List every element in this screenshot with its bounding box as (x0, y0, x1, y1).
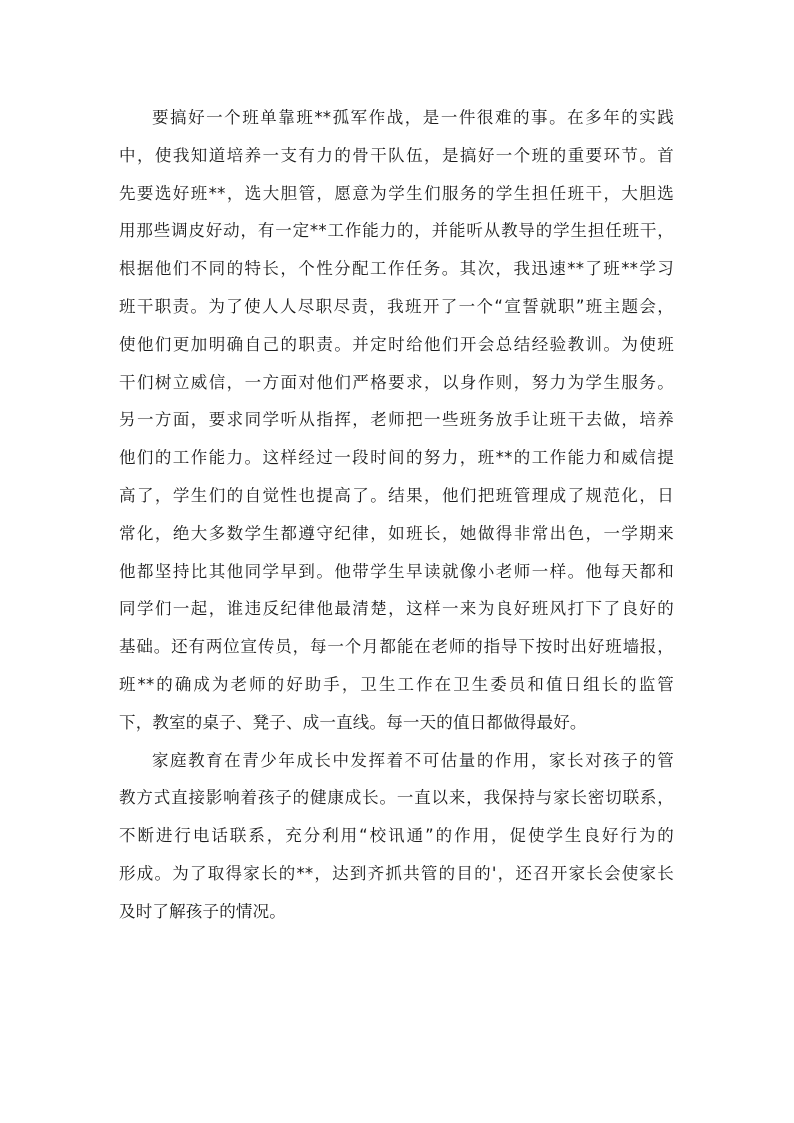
text-line: 基础。还有两位宣传员，每一个月都能在老师的指导下按时出好班墙报， (119, 637, 674, 657)
text-line: 高了，学生们的自觉性也提高了。结果，他们把班管理成了规范化，日 (119, 485, 674, 505)
text-line: 同学们一起，谁违反纪律他最清楚，这样一来为良好班风打下了良好的 (119, 599, 674, 619)
text-line: 先要选好班**，选大胆管，愿意为学生们服务的学生担任班干，大胆选 (119, 183, 674, 203)
paragraph-class-cadre (119, 99, 674, 742)
text-line: 用那些调皮好动，有一定**工作能力的，并能听从教导的学生担任班干， (119, 221, 674, 241)
text-line: 班干职责。为了使人人尽职尽责，我班开了一个“宣誓就职”班主题会， (119, 296, 674, 316)
text-line: 使他们更加明确自己的职责。并定时给他们开会总结经验教训。为使班 (119, 334, 674, 354)
text-line: 另一方面，要求同学听从指挥，老师把一些班务放手让班干去做，培养 (119, 410, 674, 430)
text-line: 根据他们不同的特长，个性分配工作任务。其次，我迅速**了班**学习 (119, 259, 674, 279)
text-line: 不断进行电话联系，充分利用“校讯通”的作用，促使学生良好行为的 (119, 826, 674, 846)
text-line: 他都坚持比其他同学早到。他带学生早读就像小老师一样。他每天都和 (119, 561, 674, 581)
text-line: 下，教室的桌子、凳子、成一直线。每一天的值日都做得最好。 (119, 712, 587, 732)
text-line: 常化，绝大多数学生都遵守纪律，如班长，她做得非常出色，一学期来 (119, 523, 674, 543)
text-line: 教方式直接影响着孩子的健康成长。一直以来，我保持与家长密切联系， (119, 788, 674, 808)
paragraph-family-education (119, 742, 674, 931)
text-line: 及时了解孩子的情况。 (119, 901, 286, 921)
text-line: 干们树立威信，一方面对他们严格要求，以身作则，努力为学生服务。 (119, 372, 674, 392)
text-line: 形成。为了取得家长的**，达到齐抓共管的目的'，还召开家长会使家长 (119, 863, 674, 883)
text-line: 班**的确成为老师的好助手，卫生工作在卫生委员和值日组长的监管 (119, 674, 674, 694)
text-line: 他们的工作能力。这样经过一段时间的努力，班**的工作能力和威信提 (119, 448, 674, 468)
text-line: 要搞好一个班单靠班**孤军作战，是一件很难的事。在多年的实践 (152, 108, 674, 127)
document-body (119, 99, 674, 931)
text-line: 家庭教育在青少年成长中发挥着不可估量的作用，家长对孩子的管 (152, 750, 674, 770)
text-line: 中，使我知道培养一支有力的骨干队伍，是搞好一个班的重要环节。首 (119, 145, 674, 165)
